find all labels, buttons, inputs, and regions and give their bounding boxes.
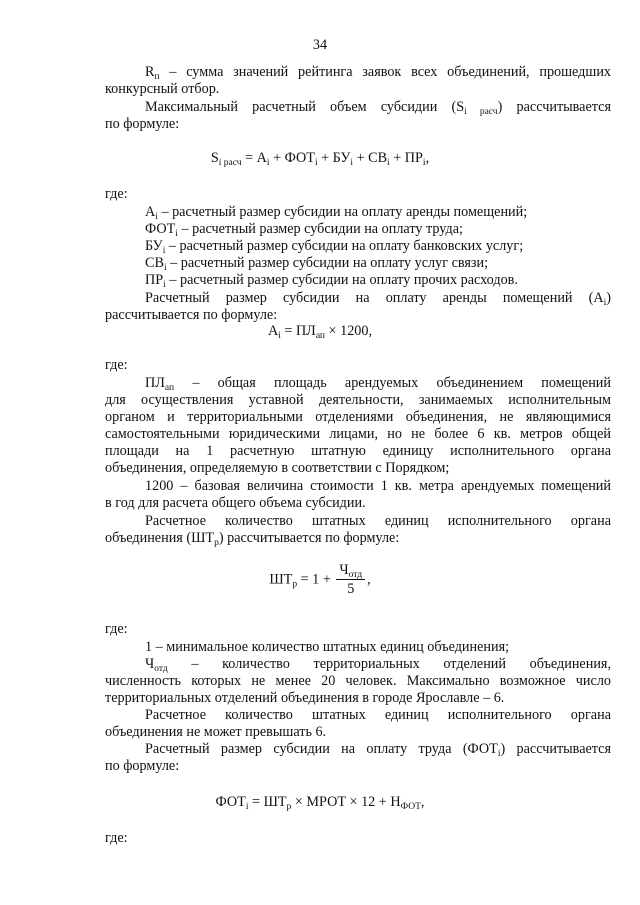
paragraph-line: Расчетное количество штатных единиц исполнительного органа: [145, 513, 611, 529]
formula-fraction: $\frac{Ч_{отд}}{5}$: [336, 562, 365, 598]
paragraph-line: площади на 1 расчетную штатную единицу исполнительного органа: [105, 443, 611, 459]
formula-salary: $ФОТ_i = ШТ_р$ × МРОТ × $12 + Н_{ФОТ}$,: [215, 794, 425, 812]
paragraph-line: Расчетный размер субсидии на оплату аренды помещений $(А_i)$: [145, 290, 611, 308]
paragraph-line: самостоятельными юридическими лицами, но не более 6 кв. метров общей: [105, 426, 611, 442]
definition-line: $БУ_i$ – расчетный размер субсидии на оплату банковских услуг;: [145, 238, 524, 256]
definition-line: $ФОТ_i$ – расчетный размер субсидии на оплату труда;: [145, 221, 463, 239]
paragraph-line: конкурсный отбор.: [105, 81, 220, 97]
definition-line: $СВ_i$ – расчетный размер субсидии на оплату услуг связи;: [145, 255, 489, 273]
where-label: где:: [105, 830, 128, 846]
paragraph-line: объединения $(ШТ_р)$ рассчитывается по формуле:: [105, 530, 400, 548]
paragraph-line: рассчитывается по формуле:: [105, 307, 278, 323]
page-number: 34: [312, 37, 328, 53]
formula-staff-units: $ШТ_р = 1$ + $\frac{Ч_{отд}}{5}$ ,: [269, 562, 371, 597]
definition-line: $A_i$ – расчетный размер субсидии на оплату аренды помещений;: [145, 204, 528, 222]
formula-rent: $A_i = ПЛ_{ап} \times 1200$,: [267, 323, 373, 341]
paragraph-line: в год для расчета общего объема субсидии.: [105, 495, 366, 511]
paragraph-line: территориальных отделений объединения в городе Ярославле – 6.: [105, 690, 505, 706]
paragraph-line: Расчетное количество штатных единиц исполнительного органа: [145, 707, 611, 723]
where-label: где:: [105, 621, 128, 637]
paragraph-line: $Ч_{отд}$ – количество территориальных отделений объединения,: [145, 656, 611, 674]
paragraph-line: по формуле:: [105, 758, 180, 774]
paragraph-line: численность которых не менее 20 человек. Максимально возможное число: [105, 673, 611, 689]
definition-line: $ПР_i$ – расчетный размер субсидии на оплату прочих расходов.: [145, 272, 518, 290]
formula-subsidy-total: $S_{i расч} = A_i + ФОТ_i + БУ_i + СВ_i + ПР_i$,: [210, 150, 430, 168]
paragraph-line: по формуле:: [105, 116, 180, 132]
paragraph-line: Максимальный расчетный объем субсидии $(S_{i расч})$ рассчитывается: [145, 99, 611, 117]
paragraph-line: $R_п$ – сумма значений рейтинга заявок всех объединений, прошедших: [145, 64, 611, 82]
paragraph-line: Расчетный размер субсидии на оплату труда $(ФОТ_i)$ рассчитывается: [145, 741, 611, 759]
where-label: где:: [105, 186, 128, 202]
paragraph-line: для осуществления уставной деятельности, занимаемых исполнительным: [105, 392, 611, 408]
definition-line: 1 – минимальное количество штатных единиц объединения;: [145, 639, 510, 655]
paragraph-line: 1200 – базовая величина стоимости 1 кв. метра арендуемых помещений: [145, 478, 611, 494]
paragraph-line: органом и территориальными отделениями объединения, не являющимися: [105, 409, 611, 425]
paragraph-line: $ПЛ_{ап}$ – общая площадь арендуемых объединением помещений: [145, 375, 611, 393]
paragraph-line: объединения, определяемую в соответствии с Порядком;: [105, 460, 450, 476]
paragraph-line: объединения не может превышать 6.: [105, 724, 327, 740]
where-label: где:: [105, 357, 128, 373]
